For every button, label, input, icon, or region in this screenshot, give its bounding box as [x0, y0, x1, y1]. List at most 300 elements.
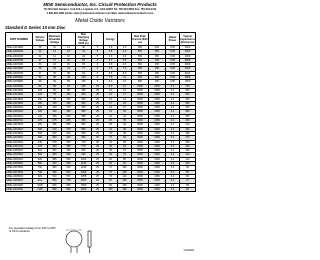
part-number-cell: MDE-10D101K [6, 88, 33, 92]
table-cell: 25 [92, 157, 104, 161]
table-cell: 0.4 [166, 183, 180, 187]
table-cell: 25 [92, 88, 104, 92]
table-cell: 1250 [149, 97, 166, 101]
table-cell: 420 [48, 162, 62, 166]
table-cell: 0.4 [166, 88, 180, 92]
table-cell: 25 [118, 101, 132, 105]
table-cell: 1650 [76, 183, 92, 187]
table-cell: 25 [92, 123, 104, 127]
table-cell: 82 [33, 84, 48, 88]
table-cell: 220 [33, 110, 48, 114]
table-cell: 505 [62, 157, 76, 161]
table-cell: 20 [33, 50, 48, 54]
table-cell: 70 [180, 179, 196, 183]
table-cell: 5 [92, 63, 104, 67]
table-cell: 40 [48, 80, 62, 84]
table-cell: 30 [118, 110, 132, 114]
table-cell: 50 [48, 84, 62, 88]
table-cell: 4.5 [104, 63, 118, 67]
table-cell: 95 [48, 97, 62, 101]
table-cell: 2500 [132, 144, 149, 148]
table-cell: 120 [33, 93, 48, 97]
table-cell: 175 [48, 119, 62, 123]
footnote-line: of 10% tolerance [9, 229, 30, 234]
table-cell: 85 [118, 157, 132, 161]
table-cell: 120 [180, 153, 196, 157]
table-cell: 4500 [180, 50, 196, 54]
table-cell: 0.4 [166, 131, 180, 135]
table-cell: 1120 [76, 162, 92, 166]
part-number-cell: MDE-10D330K [6, 63, 33, 67]
table-cell: 93 [76, 71, 92, 75]
disc-body [66, 231, 82, 247]
table-cell: 76 [118, 153, 132, 157]
table-cell: 35 [48, 76, 62, 80]
column-header: Maximum Allowable Voltage [48, 34, 61, 44]
table-cell: 7.5 [118, 67, 132, 71]
table-cell: 650 [76, 136, 92, 140]
table-cell: 5 [92, 50, 104, 54]
table-cell: 0.4 [166, 153, 180, 157]
table-cell: 615 [62, 166, 76, 170]
table-cell: 300 [180, 106, 196, 110]
table-cell: 15 [104, 97, 118, 101]
table-cell: 5 [92, 71, 104, 75]
table-cell: 330 [33, 127, 48, 131]
table-cell: 400 [180, 97, 196, 101]
table-cell: 1100 [33, 187, 48, 191]
table-cell: 56 [33, 76, 48, 80]
table-cell: 20 [48, 63, 62, 67]
table-cell: 1250 [149, 140, 166, 144]
column-header [62, 33, 76, 46]
table-cell: 9.0 [118, 71, 132, 75]
part-number-cell: MDE-10D220K [6, 54, 33, 58]
table-cell: 170 [62, 106, 76, 110]
table-row [6, 187, 196, 191]
table-cell: 2500 [132, 166, 149, 170]
table-cell: 250 [149, 80, 166, 84]
table-cell: 25 [92, 174, 104, 178]
table-cell: 36 [76, 46, 92, 50]
table-cell: 60 [104, 157, 118, 161]
table-cell: 37 [104, 136, 118, 140]
table-cell: 31 [62, 67, 76, 71]
table-cell: 58 [118, 140, 132, 144]
table-cell: 4.0 [118, 50, 132, 54]
table-cell: 56 [62, 80, 76, 84]
table-cell: 0.05 [166, 58, 180, 62]
table-cell: 30 [48, 71, 62, 75]
table-cell: 25 [92, 84, 104, 88]
document-code: CG2003 [183, 248, 194, 252]
table-cell: 25 [92, 106, 104, 110]
table-cell: 13 [118, 80, 132, 84]
table-cell: 52 [118, 136, 132, 140]
table-cell: 0.4 [166, 166, 180, 170]
table-cell: 14 [48, 50, 62, 54]
table-cell: 500 [132, 80, 149, 84]
table-cell: 300 [62, 131, 76, 135]
column-header: Max Clamping Voltage (8/20 μs) [76, 33, 92, 46]
table-cell: 270 [33, 119, 48, 123]
table-cell: 2500 [132, 106, 149, 110]
part-number-cell: MDE-10D270K [6, 58, 33, 62]
table-cell: 240 [33, 114, 48, 118]
table-cell: 150 [62, 101, 76, 105]
table-cell: 25 [92, 101, 104, 105]
table-cell: 195 [48, 123, 62, 127]
table-cell: 100 [33, 88, 48, 92]
table-cell: 1290 [76, 170, 92, 174]
table-cell: 65 [76, 63, 92, 67]
table-cell: 0.4 [166, 140, 180, 144]
part-number-cell: MDE-10D271K [6, 119, 33, 123]
table-cell: 1250 [149, 153, 166, 157]
table-cell: 180 [33, 101, 48, 105]
table-cell: 1500 [76, 179, 92, 183]
table-cell: 135 [118, 183, 132, 187]
table-cell: 2500 [132, 119, 149, 123]
table-cell: 43 [76, 50, 92, 54]
table-cell: 21 [118, 97, 132, 101]
table-cell: 250 [149, 58, 166, 62]
table-cell: 115 [48, 101, 62, 105]
table-cell: 1800 [180, 76, 196, 80]
table-cell: 2600 [180, 67, 196, 71]
table-cell: 825 [62, 183, 76, 187]
table-cell: 14 [62, 46, 76, 50]
company-name: MDE Semiconductor, Inc. Circuit Protection Products [43, 2, 157, 7]
part-number-cell: MDE-10D680K [6, 80, 33, 84]
table-cell: 670 [62, 174, 76, 178]
table-cell: 0.4 [166, 170, 180, 174]
table-cell: 18 [62, 54, 76, 58]
table-cell: 200 [62, 114, 76, 118]
table-cell: 1250 [149, 183, 166, 187]
table-cell: 780 [33, 170, 48, 174]
table-cell: 130 [180, 149, 196, 153]
table-cell: 1250 [149, 149, 166, 153]
table-cell: 135 [76, 80, 92, 84]
table-cell: 0.05 [166, 46, 180, 50]
table-cell: 60 [48, 88, 62, 92]
table-cell: 200 [76, 93, 92, 97]
table-cell: 0.4 [166, 119, 180, 123]
table-cell: 0.4 [166, 179, 180, 183]
part-number-cell: MDE-10D181K [6, 101, 33, 105]
part-number-cell: MDE-10D201K [6, 106, 33, 110]
part-number-cell: MDE-10D561K [6, 153, 33, 157]
table-cell: 53 [76, 58, 92, 62]
part-number-cell: MDE-10D180K [6, 46, 33, 50]
table-cell: 22 [62, 58, 76, 62]
table-cell: 190 [180, 127, 196, 131]
table-cell: 2500 [132, 123, 149, 127]
table-cell: 680 [33, 162, 48, 166]
table-cell: 925 [76, 153, 92, 157]
table-cell: 25 [92, 127, 104, 131]
table-cell: 390 [33, 136, 48, 140]
part-number-cell: MDE-10D911K [6, 179, 33, 183]
table-cell: 105 [104, 187, 118, 191]
table-cell: 1250 [149, 93, 166, 97]
table-cell: 560 [33, 153, 48, 157]
table-cell: 2500 [132, 101, 149, 105]
table-cell: 31 [104, 127, 118, 131]
table-cell: 320 [62, 136, 76, 140]
table-cell: 79 [104, 174, 118, 178]
table-cell: 250 [149, 67, 166, 71]
table-cell: 510 [48, 174, 62, 178]
table-cell: 5 [92, 80, 104, 84]
table-cell: 47 [33, 71, 48, 75]
table-cell: 300 [33, 123, 48, 127]
table-cell: 745 [62, 179, 76, 183]
part-number-cell: MDE-10D391K [6, 136, 33, 140]
table-cell: 150 [48, 114, 62, 118]
table-cell: 250 [149, 71, 166, 75]
table-cell: 25 [92, 119, 104, 123]
table-cell: 700 [180, 84, 196, 88]
table-cell: 350 [62, 140, 76, 144]
table-cell: 2500 [132, 179, 149, 183]
table-cell: 430 [33, 140, 48, 144]
table-cell: 1250 [149, 131, 166, 135]
column-header [92, 33, 104, 46]
table-cell: 0.4 [166, 114, 180, 118]
table-cell: 2500 [132, 110, 149, 114]
table-cell: 5000 [180, 46, 196, 50]
part-number-cell: MDE-10D781K [6, 170, 33, 174]
table-cell: 2500 [132, 88, 149, 92]
table-cell: 140 [180, 144, 196, 148]
varistor-spec-table [5, 32, 196, 192]
table-cell: 8.0 [104, 84, 118, 88]
table-cell: 27 [118, 106, 132, 110]
table-cell: 25 [92, 149, 104, 153]
table-cell: 5 [92, 46, 104, 50]
part-number-cell: MDE-10D681K [6, 162, 33, 166]
column-header: Varistor Voltage [33, 33, 48, 46]
table-cell: 385 [48, 157, 62, 161]
table-cell: 5.5 [118, 58, 132, 62]
table-cell: 5 [92, 76, 104, 80]
table-cell: 17 [118, 93, 132, 97]
part-number-cell: MDE-10D200K [6, 50, 33, 54]
table-cell: 0.05 [166, 76, 180, 80]
column-header: Energy [104, 33, 118, 46]
column-header: Typical Capacitance (Reference) [180, 34, 195, 44]
table-cell: 28 [104, 123, 118, 127]
table-cell: 350 [180, 101, 196, 105]
table-cell: 385 [62, 144, 76, 148]
table-cell: 550 [48, 179, 62, 183]
table-cell: 2100 [180, 71, 196, 75]
table-cell: 595 [76, 131, 92, 135]
table-cell: 500 [132, 46, 149, 50]
table-cell: 820 [33, 174, 48, 178]
table-cell: 72 [104, 166, 118, 170]
table-header-row [6, 33, 196, 46]
table-cell: 2500 [132, 97, 149, 101]
table-cell: 25 [92, 93, 104, 97]
table-cell: 500 [132, 67, 149, 71]
table-cell: 340 [76, 106, 92, 110]
table-cell: 1500 [180, 80, 196, 84]
series-title: Standard D Series 10 mm Disc [5, 25, 66, 30]
table-cell: 510 [33, 149, 48, 153]
table-cell: 18 [33, 46, 48, 50]
part-number-cell: MDE-10D151K [6, 97, 33, 101]
table-cell: 65 [62, 84, 76, 88]
table-cell: 60 [180, 187, 196, 191]
table-cell: 12 [118, 84, 132, 88]
table-cell: 54 [104, 153, 118, 157]
table-cell: 250 [149, 54, 166, 58]
table-cell: 0.05 [166, 80, 180, 84]
table-cell: 250 [149, 46, 166, 50]
table-cell: 21 [104, 110, 118, 114]
table-cell: 45 [118, 127, 132, 131]
table-cell: 0.4 [166, 84, 180, 88]
table-cell: 1250 [149, 174, 166, 178]
table-cell: 250 [76, 97, 92, 101]
table-cell: 14 [118, 88, 132, 92]
table-cell: 140 [48, 110, 62, 114]
table-cell: 250 [149, 50, 166, 54]
table-cell: 1250 [149, 110, 166, 114]
table-cell: 64 [118, 144, 132, 148]
table-cell: 210 [48, 127, 62, 131]
table-cell: 2.8 [104, 50, 118, 54]
table-cell: 1250 [149, 157, 166, 161]
part-number-cell: MDE-10D361K [6, 131, 33, 135]
table-cell: 320 [48, 149, 62, 153]
table-cell: 1815 [76, 187, 92, 191]
table-cell: 280 [180, 110, 196, 114]
table-cell: 125 [118, 179, 132, 183]
table-cell: 87 [104, 179, 118, 183]
table-cell: 710 [76, 140, 92, 144]
table-cell: 6.5 [118, 63, 132, 67]
table-cell: 41 [104, 140, 118, 144]
table-cell: 1250 [149, 106, 166, 110]
table-cell: 45 [62, 76, 76, 80]
table-cell: 260 [180, 114, 196, 118]
table-cell: 230 [180, 119, 196, 123]
table-cell: 17 [48, 58, 62, 62]
table-cell: 1250 [149, 127, 166, 131]
table-cell: 0.05 [166, 71, 180, 75]
table-cell: 2500 [132, 131, 149, 135]
table-cell: 19 [104, 106, 118, 110]
table-cell: 23 [104, 114, 118, 118]
table-cell: 4000 [180, 54, 196, 58]
part-number-cell: MDE-10D221K [6, 110, 33, 114]
table-cell: 2500 [132, 174, 149, 178]
part-number-cell: MDE-10D112K [6, 187, 33, 191]
table-cell: 455 [76, 119, 92, 123]
table-cell: 2500 [132, 127, 149, 131]
table-cell: 90 [180, 166, 196, 170]
table-cell: 2500 [132, 162, 149, 166]
table-cell: 1250 [149, 179, 166, 183]
table-cell: 65 [180, 183, 196, 187]
part-number-cell: MDE-10D511K [6, 149, 33, 153]
table-cell: 1250 [149, 136, 166, 140]
table-cell: 3.7 [104, 58, 118, 62]
table-cell: 2500 [132, 170, 149, 174]
table-cell: 25 [92, 183, 104, 187]
table-cell: 0.05 [166, 67, 180, 71]
table-cell: 560 [62, 162, 76, 166]
table-cell: 40 [118, 123, 132, 127]
table-cell: 32 [118, 114, 132, 118]
table-cell: 75 [48, 93, 62, 97]
table-cell: 1250 [149, 88, 166, 92]
table-cell: 895 [62, 187, 76, 191]
table-cell: 0.4 [166, 136, 180, 140]
table-cell: 25 [92, 162, 104, 166]
table-cell: 125 [62, 97, 76, 101]
table-cell: 80 [180, 174, 196, 178]
table-cell: 1250 [149, 187, 166, 191]
table-cell: 0.4 [166, 157, 180, 161]
table-cell: 775 [76, 144, 92, 148]
part-number-cell: MDE-10D431K [6, 140, 33, 144]
table-cell: 75 [104, 170, 118, 174]
table-cell: 500 [132, 58, 149, 62]
table-cell: 25 [92, 187, 104, 191]
table-cell: 3600 [180, 58, 196, 62]
table-cell: 22 [33, 54, 48, 58]
table-cell: 1250 [149, 119, 166, 123]
table-cell: 100 [180, 162, 196, 166]
company-address: 78-150 Calle Tampico, Unit 210, La Quinta, CA., USA 92253 Tel: 760-564-8656 Fax: 760-564-2414 [43, 8, 157, 11]
footnote [9, 227, 56, 234]
part-number-cell: MDE-10D301K [6, 123, 33, 127]
page-title: Metal Oxide Varistors [75, 18, 125, 24]
table-cell: 33 [33, 63, 48, 67]
table-cell: 5 [92, 67, 104, 71]
table-cell: 500 [132, 50, 149, 54]
table-cell: 500 [132, 76, 149, 80]
table-cell: 0.4 [166, 149, 180, 153]
table-cell: 500 [132, 54, 149, 58]
table-cell: 1250 [149, 144, 166, 148]
table-cell: 750 [33, 166, 48, 170]
table-cell: 2500 [132, 140, 149, 144]
table-cell: 680 [48, 187, 62, 191]
table-cell: 150 [180, 140, 196, 144]
table-cell: 135 [76, 84, 92, 88]
table-cell: 550 [76, 127, 92, 131]
footnote-line: For standard voltage from 18V to 68V, [9, 226, 57, 230]
table-cell: 100 [62, 93, 76, 97]
table-cell: 250 [62, 123, 76, 127]
part-number-cell: MDE-10D821K [6, 174, 33, 178]
disc-side-view [88, 231, 91, 247]
table-cell: 110 [76, 76, 92, 80]
table-cell: 415 [62, 149, 76, 153]
table-cell: 39 [33, 67, 48, 71]
table-cell: 620 [33, 157, 48, 161]
table-cell: 38 [62, 71, 76, 75]
table-cell: 2500 [132, 183, 149, 187]
part-number-cell: MDE-10D470K [6, 71, 33, 75]
table-cell: 17 [104, 101, 118, 105]
